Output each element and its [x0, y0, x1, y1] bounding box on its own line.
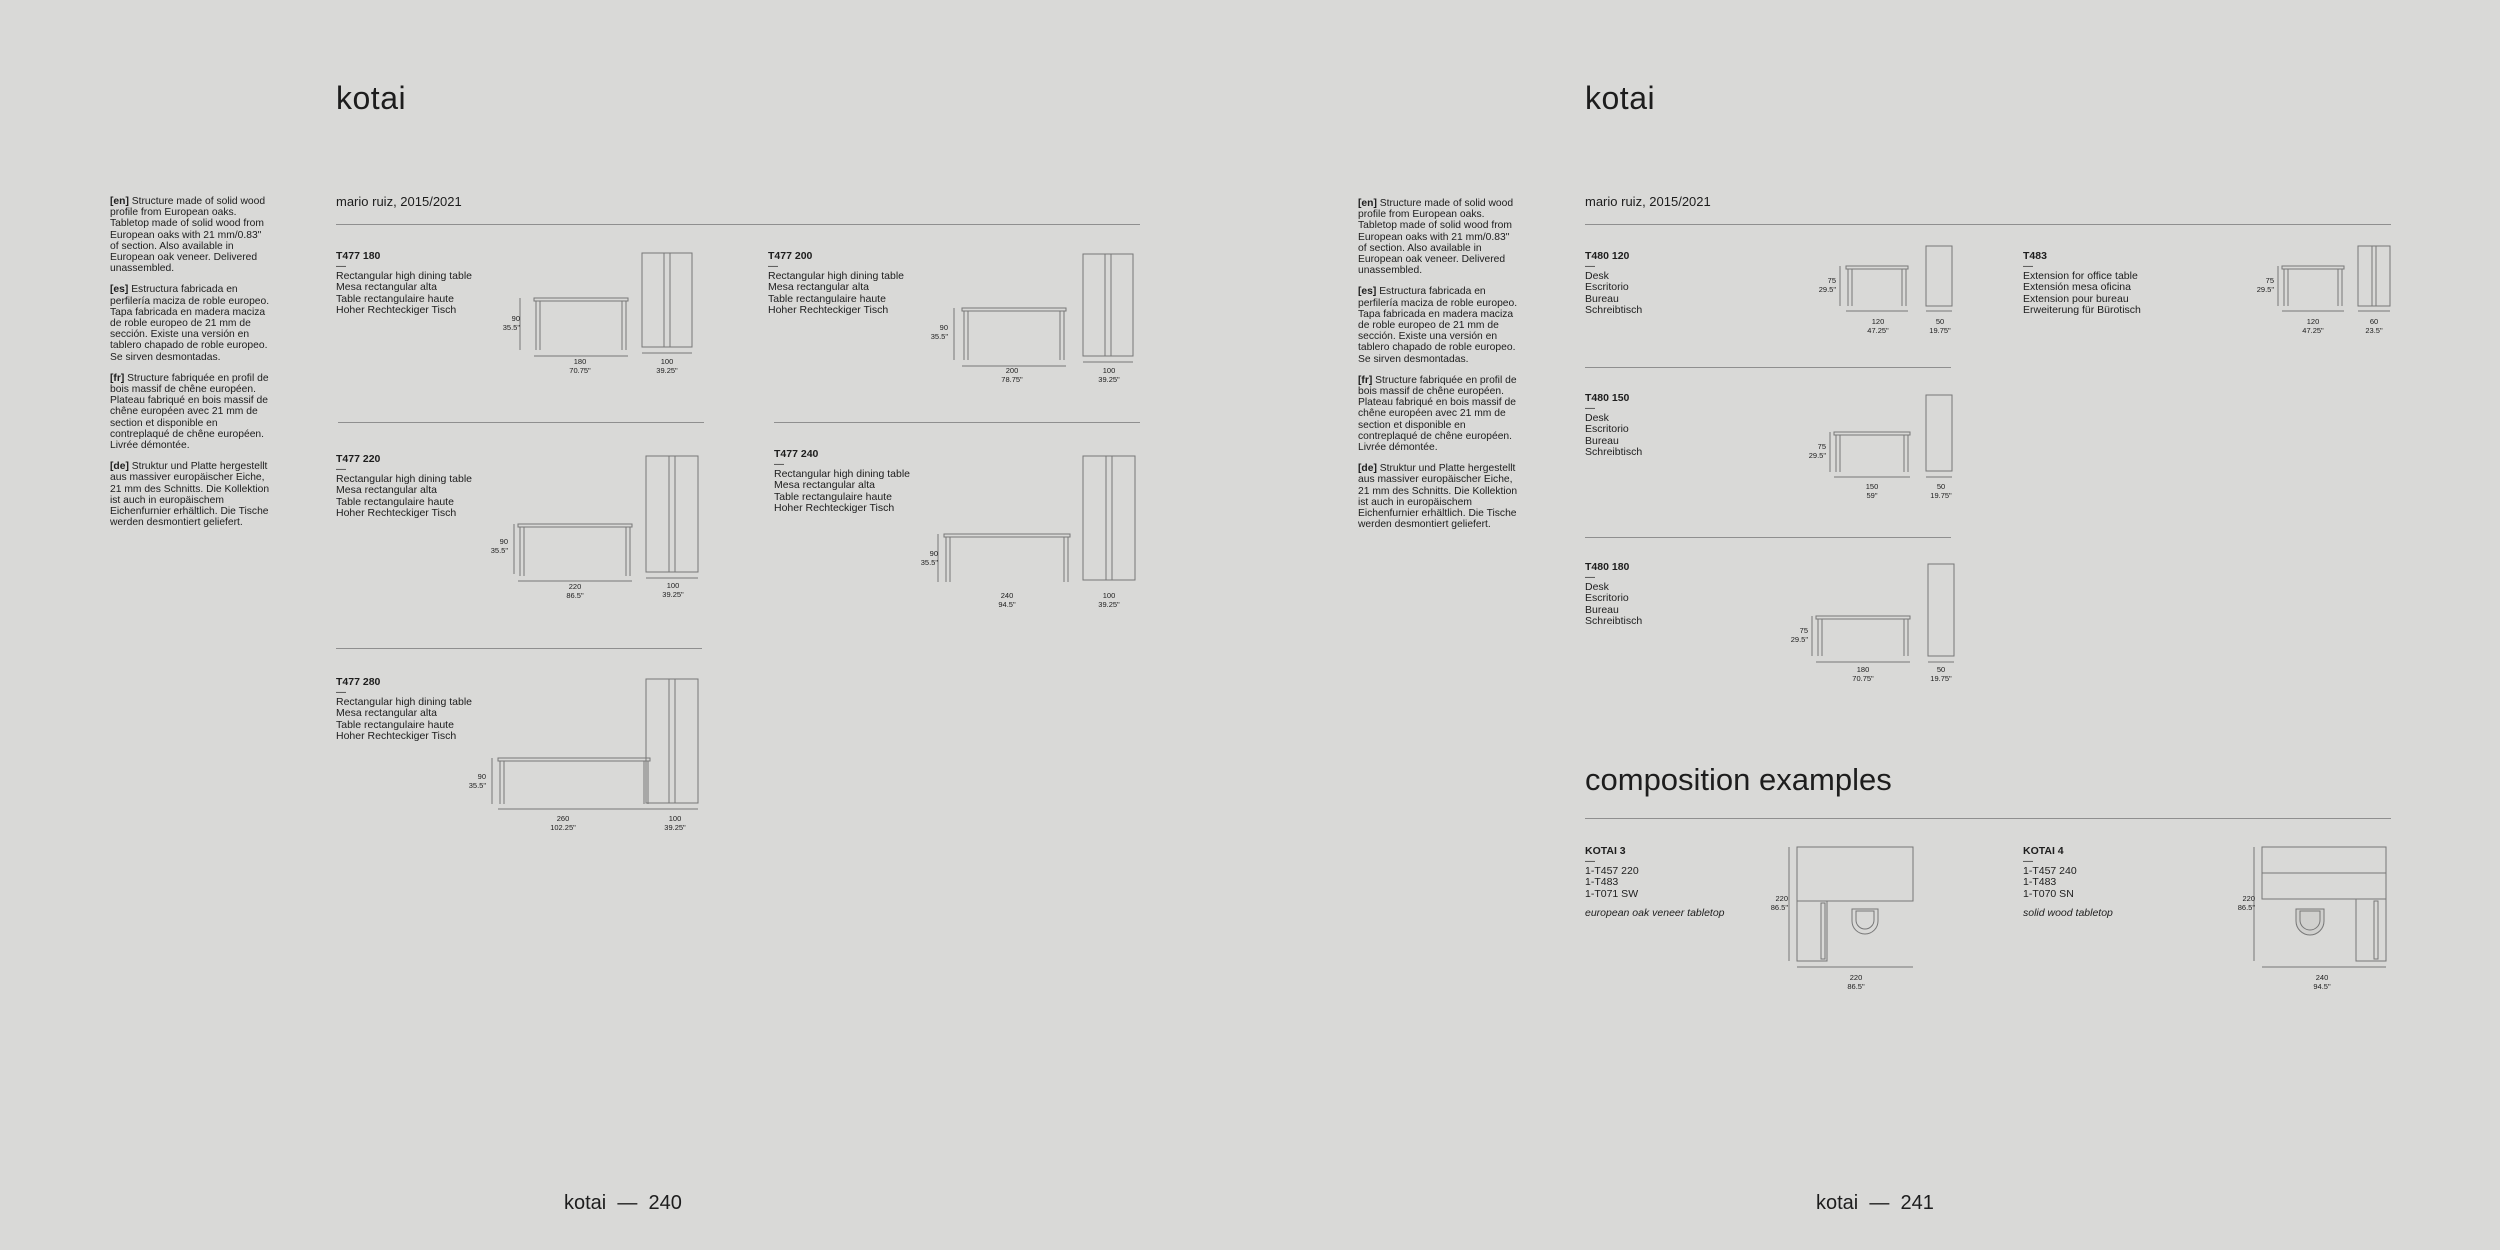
dim-length: 180 70.75" — [1852, 665, 1874, 683]
product-names — [2023, 271, 2141, 317]
dim-length: 150 59" — [1865, 482, 1879, 500]
product-code: T477 240 — [774, 448, 819, 460]
name-es: Escritorio — [1585, 423, 1629, 436]
lang-tag-de: [de] — [1358, 463, 1377, 475]
description-es: Estructura fabricada en perfilería maciza de roble europeo. Tapa fabricada en madera maciza de roble europeo de 21 mm de sección. Existe una versión en tablero chapado de roble europeo. Se sirven desmontadas. — [1358, 286, 1518, 365]
name-en: Rectangular high dining table — [336, 696, 473, 708]
product-t480-150 — [1585, 392, 1642, 459]
product-t477-180 — [336, 250, 472, 317]
name-en: Rectangular high dining table — [774, 468, 911, 480]
divider — [1585, 818, 2391, 819]
drawing-kotai-3 — [1785, 843, 1925, 973]
product-names — [336, 271, 472, 317]
lang-tag-en: [en] — [110, 196, 129, 207]
name-en: Rectangular high dining table — [336, 270, 473, 282]
dim-height: 75 29.5" — [1818, 276, 1836, 294]
dim-height: 90 35.5" — [502, 314, 520, 332]
drawing-t483 — [2268, 244, 2398, 319]
composition-item: 1-T071 SW — [1585, 887, 1639, 900]
dim-length: 240 94.5" — [2313, 973, 2331, 991]
composition-item: 1-T070 SN — [2023, 887, 2074, 900]
dash: — — [774, 459, 784, 470]
drawing-t480-180 — [1800, 560, 1960, 670]
product-t477-240 — [774, 448, 910, 515]
dim-depth: 100 39.25" — [662, 581, 684, 599]
product-names — [768, 271, 904, 317]
dim-height: 90 35.5" — [930, 323, 948, 341]
name-fr: Bureau — [1585, 292, 1619, 305]
description-en: Structure made of solid wood profile from European oaks. Tabletop made of solid wood from European oaks with 21 mm/0.83" of section. Also available in European oak veneer. Delivered unassembled. — [1358, 198, 1514, 277]
name-en: Desk — [1585, 412, 1609, 424]
dim-length: 200 78.75" — [1001, 366, 1023, 384]
dim-depth: 60 23.5" — [2365, 317, 2383, 335]
dim-depth: 50 19.75" — [1930, 665, 1952, 683]
name-en: Extension for office table — [2023, 270, 2138, 282]
composition-note: european oak veneer tabletop — [1585, 907, 1725, 920]
name-es: Mesa rectangular alta — [768, 281, 869, 294]
drawing-t477-220 — [500, 454, 710, 584]
name-en: Desk — [1585, 581, 1609, 593]
product-names — [1585, 413, 1642, 459]
description-left — [110, 196, 270, 538]
composition-items — [2023, 866, 2113, 900]
dim-depth: 100 39.25" — [656, 357, 678, 375]
product-code: T477 200 — [768, 250, 813, 262]
product-names — [774, 469, 910, 515]
composition-kotai-3 — [1585, 845, 1725, 919]
name-fr: Bureau — [1585, 603, 1619, 616]
divider — [336, 224, 1140, 225]
dim-length: 220 86.5" — [1847, 973, 1865, 991]
dim-depth: 100 39.25" — [1098, 366, 1120, 384]
page-title-left: kotai — [336, 80, 407, 116]
composition-items — [1585, 866, 1725, 900]
product-t477-220 — [336, 453, 472, 520]
product-code: T477 280 — [336, 676, 381, 688]
dash: — — [336, 687, 346, 698]
page-title-right: kotai — [1585, 80, 1656, 116]
product-names — [1585, 582, 1642, 628]
dash: — — [1585, 856, 1595, 867]
dash: — — [1585, 572, 1595, 583]
divider — [1585, 224, 2391, 225]
name-fr: Table rectangulaire haute — [336, 718, 454, 731]
name-de: Schreibtisch — [1585, 615, 1643, 628]
dim-depth: 50 19.75" — [1929, 317, 1951, 335]
product-code: T477 180 — [336, 250, 381, 262]
designer-credit-left: mario ruiz, 2015/2021 — [336, 194, 462, 209]
name-en: Rectangular high dining table — [768, 270, 905, 282]
dim-height: 75 29.5" — [1790, 626, 1808, 644]
name-de: Erweiterung für Bürotisch — [2023, 304, 2141, 317]
dim-length: 180 70.75" — [569, 357, 591, 375]
designer-credit-right: mario ruiz, 2015/2021 — [1585, 194, 1711, 209]
lang-tag-de: [de] — [110, 461, 129, 473]
product-t480-120 — [1585, 250, 1642, 317]
product-t477-280 — [336, 676, 472, 743]
name-de: Hoher Rechteckiger Tisch — [336, 507, 457, 520]
dash: — — [336, 464, 346, 475]
dim-length: 120 47.25" — [2302, 317, 2324, 335]
description-fr: Structure fabriquée en profil de bois massif de chêne européen. Plateau fabriqué en bois massif de chêne européen avec 21 mm de section et disponible en contreplaqué de chêne européen. Livrée démontée. — [1358, 374, 1517, 454]
dim-length: 240 94.5" — [998, 591, 1016, 609]
composition-code: KOTAI 4 — [2023, 845, 2064, 857]
name-de: Hoher Rechteckiger Tisch — [768, 304, 889, 317]
name-fr: Bureau — [1585, 434, 1619, 447]
description-fr: Structure fabriquée en profil de bois massif de chêne européen. Plateau fabriqué en bois massif de chêne européen avec 21 mm de section et disponible en contreplaqué de chêne européen. Livrée démontée. — [110, 372, 269, 452]
drawing-t477-200 — [940, 250, 1140, 375]
name-en: Rectangular high dining table — [336, 473, 473, 485]
lang-tag-fr: [fr] — [110, 372, 125, 384]
name-es: Mesa rectangular alta — [336, 281, 437, 294]
dim-depth: 100 39.25" — [664, 814, 686, 832]
lang-tag-fr: [fr] — [1358, 374, 1373, 386]
name-de: Hoher Rechteckiger Tisch — [336, 304, 457, 317]
dim-height: 75 29.5" — [1808, 442, 1826, 460]
name-de: Schreibtisch — [1585, 304, 1643, 317]
dim-length: 120 47.25" — [1867, 317, 1889, 335]
description-en: Structure made of solid wood profile from European oaks. Tabletop made of solid wood from European oaks with 21 mm/0.83" of section. Also available in European oak veneer. Delivered unassembled. — [110, 196, 266, 275]
product-t483 — [2023, 250, 2141, 317]
name-es: Mesa rectangular alta — [336, 484, 437, 497]
dim-height: 90 35.5" — [490, 537, 508, 555]
dim-depth: 100 39.25" — [1098, 591, 1120, 609]
name-fr: Table rectangulaire haute — [774, 490, 892, 503]
dim-height: 90 35.5" — [920, 549, 938, 567]
product-names — [1585, 271, 1642, 317]
name-de: Schreibtisch — [1585, 446, 1643, 459]
divider — [774, 422, 1140, 423]
product-names — [336, 697, 472, 743]
dim-height: 75 29.5" — [2256, 276, 2274, 294]
description-right — [1358, 198, 1518, 540]
divider — [336, 648, 702, 649]
divider — [338, 422, 704, 423]
dim-length: 220 86.5" — [566, 582, 584, 600]
dash: — — [2023, 261, 2033, 272]
description-es: Estructura fabricada en perfilería maciza de roble europeo. Tapa fabricada en madera maciza de roble europeo de 21 mm de sección. Existe una versión en tablero chapado de roble europeo. Se sirven desmontadas. — [110, 284, 270, 363]
dim-depth: 50 19.75" — [1930, 482, 1952, 500]
name-es: Mesa rectangular alta — [336, 707, 437, 720]
composition-item: 1-T457 220 — [1585, 865, 1639, 877]
page-folio-left: kotai — 240 — [564, 1192, 682, 1214]
composition-item: 1-T483 — [2023, 876, 2057, 889]
product-code: T480 120 — [1585, 250, 1630, 262]
name-es: Extensión mesa oficina — [2023, 281, 2131, 294]
product-t480-180 — [1585, 561, 1642, 628]
dim-height: 220 86.5" — [1770, 894, 1788, 912]
name-es: Escritorio — [1585, 281, 1629, 294]
page-folio-right: kotai — 241 — [1816, 1192, 1934, 1214]
drawing-t480-150 — [1820, 392, 1960, 482]
drawing-t477-240 — [930, 454, 1140, 584]
name-fr: Table rectangulaire haute — [336, 292, 454, 305]
name-fr: Extension pour bureau — [2023, 292, 2129, 305]
description-de: Struktur und Platte hergestellt aus massiver europäischer Eiche, 21 mm des Schnitts. Die Kollektion ist auch in europäischem Eichenfurnier erhältlich. Die Tische werden desmontiert geliefert. — [1358, 463, 1518, 531]
drawing-kotai-4 — [2248, 843, 2398, 973]
lang-tag-en: [en] — [1358, 198, 1377, 209]
composition-kotai-4 — [2023, 845, 2113, 919]
drawing-t477-280 — [480, 676, 705, 816]
description-de: Struktur und Platte hergestellt aus massiver europäischer Eiche, 21 mm des Schnitts. Die Kollektion ist auch in europäischem Eichenfurnier erhältlich. Die Tische werden desmontiert geliefert. — [110, 461, 270, 529]
dash: — — [1585, 261, 1595, 272]
dim-height: 220 86.5" — [2237, 894, 2255, 912]
product-code: T480 150 — [1585, 392, 1630, 404]
product-code: T477 220 — [336, 453, 381, 465]
dash: — — [336, 261, 346, 272]
name-en: Desk — [1585, 270, 1609, 282]
composition-note: solid wood tabletop — [2023, 907, 2113, 920]
composition-code: KOTAI 3 — [1585, 845, 1626, 857]
divider — [1585, 537, 1951, 538]
composition-item: 1-T483 — [1585, 876, 1619, 889]
name-de: Hoher Rechteckiger Tisch — [336, 730, 457, 743]
product-names — [336, 474, 472, 520]
lang-tag-es: [es] — [1358, 286, 1377, 298]
dash: — — [1585, 403, 1595, 414]
product-t477-200 — [768, 250, 904, 317]
name-fr: Table rectangulaire haute — [768, 292, 886, 305]
dash: — — [2023, 856, 2033, 867]
name-es: Mesa rectangular alta — [774, 479, 875, 492]
product-code: T483 — [2023, 250, 2047, 262]
name-fr: Table rectangulaire haute — [336, 495, 454, 508]
name-de: Hoher Rechteckiger Tisch — [774, 502, 895, 515]
dim-length: 260 102.25" — [550, 814, 576, 832]
divider — [1585, 367, 1951, 368]
product-code: T480 180 — [1585, 561, 1630, 573]
dash: — — [768, 261, 778, 272]
lang-tag-es: [es] — [110, 284, 129, 296]
section-title-compositions: composition examples — [1585, 762, 1892, 797]
dim-height: 90 35.5" — [468, 772, 486, 790]
name-es: Escritorio — [1585, 592, 1629, 605]
drawing-t480-120 — [1830, 244, 1960, 319]
composition-item: 1-T457 240 — [2023, 865, 2077, 877]
